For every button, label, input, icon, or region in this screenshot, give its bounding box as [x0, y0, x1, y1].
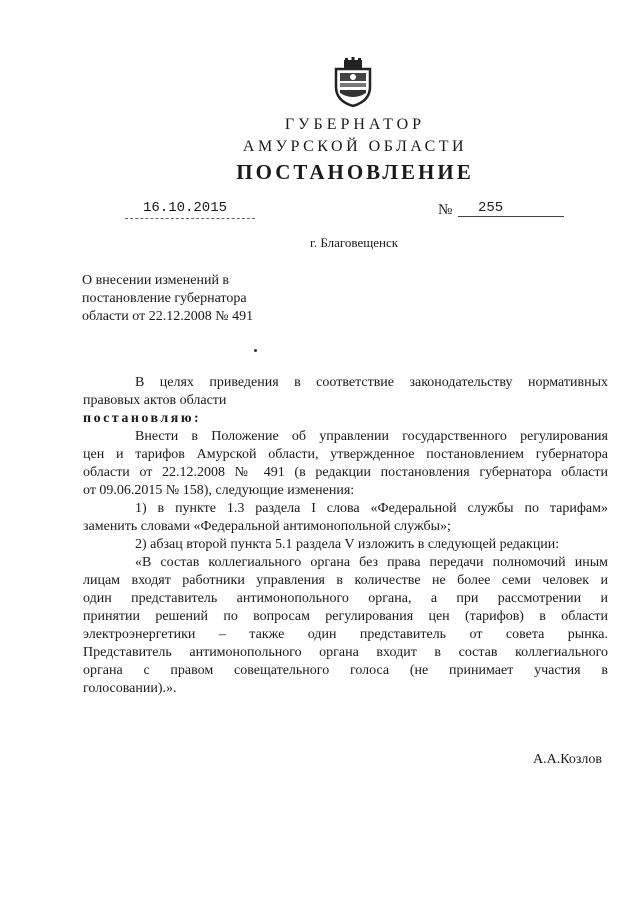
subject-line: постановление губернатора	[82, 291, 247, 306]
subject-line: области от 22.12.2008 № 491	[82, 309, 254, 324]
authority-title: ГУБЕРНАТОР	[284, 116, 426, 133]
amendment-item-2-line: 2) абзац второй пункта 5.1 раздела V изложить в следующей редакции:	[135, 537, 560, 552]
document-date: 16.10.2015	[143, 200, 228, 216]
coat-of-arms-icon	[330, 57, 376, 107]
number-underline	[458, 216, 564, 217]
preamble-line: В целях приведения в соответствие законодательству нормативных	[135, 375, 608, 390]
quoted-text-line: электроэнергетики – также один представитель от совета рынка.	[83, 627, 608, 642]
document-number: 255	[478, 200, 504, 216]
preamble-line: правовых актов области	[83, 393, 227, 408]
document-subject	[82, 272, 253, 326]
decree-word: постановляю:	[83, 411, 202, 426]
amendment-item-1-line: 1) в пункте 1.3 раздела I слова «Федеральной службы по тарифам»	[135, 501, 608, 516]
document-body	[83, 374, 608, 698]
amendment-intro-line: Внести в Положение об управлении государственного регулирования	[135, 429, 608, 444]
amendment-intro-line: области от 22.12.2008 № 491 (в редакции постановления губернатора области	[83, 465, 608, 480]
number-sign: №	[438, 202, 453, 218]
date-underline	[125, 218, 255, 219]
quoted-text-line: «В состав коллегиального органа без права передачи полномочий иным	[135, 555, 608, 570]
amendment-intro-line: цен и тарифов Амурской области, утвержденное постановлением губернатора	[83, 447, 608, 462]
quoted-text-line: лицам входят работники управления в количестве не более семи человек и	[83, 573, 608, 588]
quoted-text-line: Представитель антимонопольного органа входит в состав коллегиального	[83, 645, 608, 660]
stray-mark	[254, 349, 257, 352]
subject-line: О внесении изменений в	[82, 273, 230, 288]
quoted-text-line: органа с правом совещательного голоса (не принимает участия в	[83, 663, 608, 678]
city-name: г. Благовещенск	[309, 235, 399, 250]
quoted-text-line: принятии решений по вопросам регулирования цен (тарифов) в области	[83, 609, 608, 624]
amendment-intro-line: от 09.06.2015 № 158), следующие изменения:	[83, 483, 355, 498]
amendment-item-1-line: заменить словами «Федеральной антимонопольной службы»;	[83, 519, 451, 534]
signature-name: А.А.Козлов	[533, 752, 602, 767]
region-title: АМУРСКОЙ ОБЛАСТИ	[242, 138, 468, 155]
document-type-title: ПОСТАНОВЛЕНИЕ	[236, 160, 474, 184]
quoted-text-line: один представитель антимонопольного органа, а при рассмотрении и	[83, 591, 608, 606]
quoted-text-line: голосовании).».	[83, 681, 177, 696]
